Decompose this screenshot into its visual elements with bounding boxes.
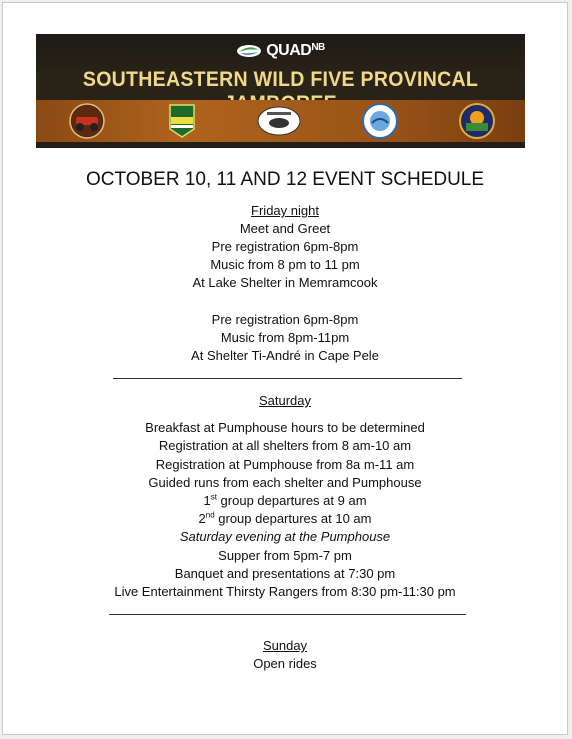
sunday-title: Sunday: [262, 638, 308, 653]
club-logo-strip: [36, 100, 525, 142]
club-logo-4: [362, 103, 398, 139]
club-logo-5: [459, 103, 495, 139]
friday-line: Music from 8pm-11pm: [220, 330, 350, 345]
group-number: 1: [203, 493, 211, 508]
friday-line: At Shelter Ti-André in Cape Pele: [191, 348, 379, 363]
saturday-line: Registration at Pumphouse from 8a m-11 am: [155, 457, 415, 472]
friday-line: Music from 8 pm to 11 pm: [210, 257, 360, 272]
quadnb-swoosh-icon: [236, 44, 262, 58]
saturday-title: Saturday: [258, 393, 312, 408]
section-divider: [109, 614, 466, 615]
schedule-heading: OCTOBER 10, 11 AND 12 EVENT SCHEDULE: [85, 169, 485, 190]
quadnb-logo: [36, 39, 525, 63]
sunday-line: Open rides: [253, 656, 317, 671]
banner-title: SOUTHEASTERN WILD FIVE PROVINCAL: [82, 68, 479, 91]
saturday-line: Registration at all shelters from 8 am-10 am: [158, 438, 412, 453]
saturday-line: Guided runs from each shelter and Pumphouse: [148, 475, 422, 490]
ordinal-suffix: nd: [205, 510, 215, 520]
document-page: [2, 2, 568, 735]
saturday-line: Breakfast at Pumphouse hours to be determined: [145, 420, 425, 435]
saturday-evening-title: Saturday evening at the Pumphouse: [179, 529, 391, 544]
event-banner: [36, 34, 525, 148]
group-number: 2: [198, 511, 206, 526]
group-2-departure: [3, 510, 567, 528]
section-divider: [113, 378, 462, 379]
saturday-evening-line: Supper from 5pm-7 pm: [218, 548, 352, 563]
saturday-evening-line: Live Entertainment Thirsty Rangers from 8:30 pm-11:30 pm: [114, 584, 456, 599]
saturday-evening-line: Banquet and presentations at 7:30 pm: [174, 566, 396, 581]
friday-line: Pre registration 6pm-8pm: [211, 312, 359, 327]
dieppe-atv-club-logo: [168, 103, 196, 139]
ordinal-suffix: st: [210, 492, 217, 502]
group-text: group departures at 9 am: [216, 493, 367, 508]
friday-line: Meet and Greet: [239, 221, 331, 236]
club-vtt-cap-pele-logo: [257, 106, 301, 136]
group-text: group departures at 10 am: [214, 511, 372, 526]
atv-club-logo: [67, 103, 107, 139]
friday-line: At Lake Shelter in Memramcook: [192, 275, 378, 290]
friday-line: Pre registration 6pm-8pm: [211, 239, 359, 254]
friday-title: Friday night: [251, 203, 319, 218]
brand-name: QUAD: [266, 42, 312, 59]
brand-suffix: NB: [311, 42, 325, 53]
group-1-departure: [3, 492, 567, 510]
